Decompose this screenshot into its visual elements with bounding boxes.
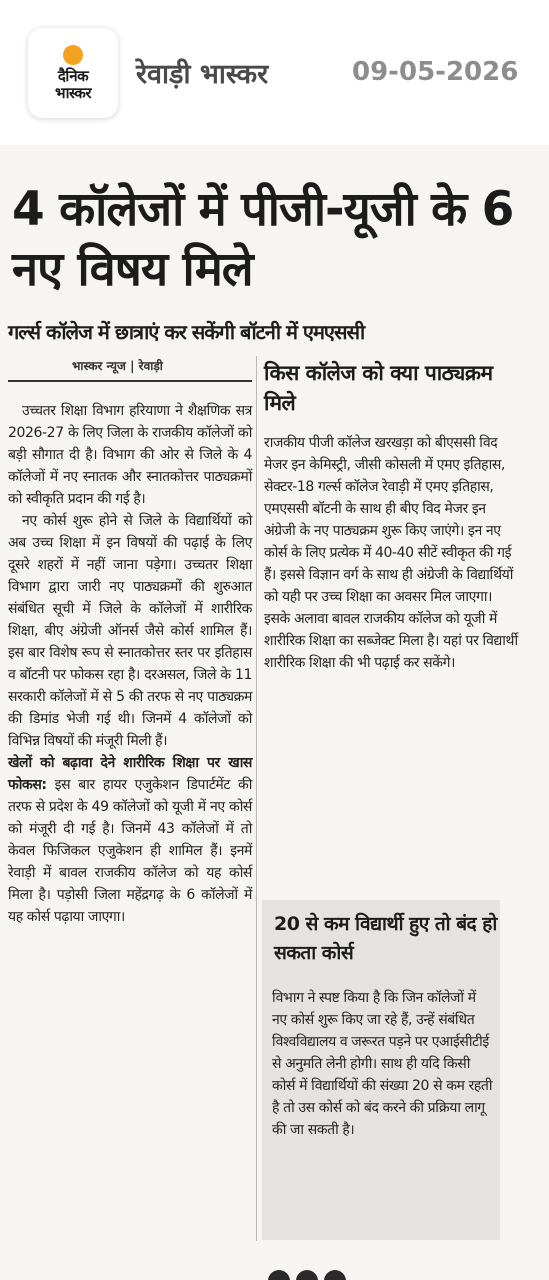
article-byline: भास्कर न्यूज | रेवाड़ी [72, 359, 163, 373]
peek-glyph [268, 1270, 290, 1280]
sidebar-text: राजकीय पीजी कॉलेज खरखड़ा को बीएससी विद मेजर इन केमिस्ट्री, जीसी कोसली में एमए इतिहास, सेक्टर-18 गर्ल्स कॉलेज रेवाड़ी में एमए इतिहास, एमएससी बॉटनी के साथ ही बीए विद मेजर इन अंग्रेजी के नए पाठ्यक्रम शुरू किए जाएंगे। इन नए कोर्स के लिए प्रत्येक में 40-40 सीटें स्वीकृत की गई हैं। इससे विज्ञान वर्ग के साथ ही अंग्रेजी के विद्यार्थियों को यही पर उच्च शिक्षा का अवसर मिल जाएगा। इसके अलावा बावल राजकीय कॉलेज को यूजी में शारीरिक शिक्षा का सब्जेक्ट मिला है। यहां पर विद्यार्थी शारीरिक शिक्षा की भी पढ़ाई कर सकेंगे। [264, 435, 518, 671]
next-article-peek [268, 1262, 388, 1280]
byline-rule [8, 380, 252, 382]
sidebar-heading: किस कॉलेज को क्या पाठ्यक्रम मिले [264, 361, 493, 415]
sun-icon [63, 45, 83, 65]
edition-date: 09-05-2026 [352, 57, 519, 87]
logo-text-line1: दैनिक [57, 66, 89, 85]
focus-text: इस बार हायर एजुकेशन डिपार्टमेंट की तरफ से प्रदेश के 49 कॉलेजों को यूजी में नए कोर्स को मंजूरी दी गई है। जिनमें 43 कॉलेजों में तो केवल फिजिकल एजुकेशन ही शामिल हैं। इनमें रेवाड़ी में बावल राजकीय कॉलेज को यह कोर्स मिला है। पड़ोसी जिला महेंद्रगढ़ के 6 कॉलेजों में यह कोर्स पढ़ाया जाएगा। [8, 777, 252, 925]
article-body [8, 400, 252, 928]
article-paragraph-focus [8, 752, 252, 928]
article-headline: 4 कॉलेजों में पीजी-यूजी के 6 नए विषय मिले [12, 182, 514, 297]
focus-lead: खेलों को बढ़ावा देने शारीरिक शिक्षा पर खास फोकस: [8, 755, 252, 793]
column-divider [256, 356, 257, 1241]
app-header [0, 0, 549, 140]
article-paragraph-2: नए कोर्स शुरू होने से जिले के विद्यार्थियों को अब उच्च शिक्षा में इन विषयों की पढ़ाई के लिए दूसरे शहरों में नहीं जाना पड़ेगा। उच्चतर शिक्षा विभाग द्वारा जारी नए पाठ्यक्रमों की शुरुआत संबंधित सूची में जिले के कॉलेजों में शारीरिक शिक्षा, बीए अंग्रेजी ऑनर्स जैसे कोर्स शामिल हैं। इस बार विशेष रूप से स्नातकोत्तर स्तर पर इतिहास व बॉटनी पर फोकस रहा है। दरअसल, जिले के 11 सरकारी कॉलेजों में से 5 की तरफ से नए पाठ्यक्रम की डिमांड भेजी गई थी। जिनमें 4 कॉलेजों को विभिन्न विषयों की मंजूरी मिली हैं। [8, 513, 252, 749]
edition-title: रेवाड़ी भास्कर [136, 59, 269, 90]
dainik-bhaskar-logo[interactable] [28, 28, 118, 118]
peek-glyph [324, 1270, 346, 1280]
info-box-text: विभाग ने स्पष्ट किया है कि जिन कॉलेजों में नए कोर्स शुरू किए जा रहे हैं, उन्हें संबंधित विश्वविद्यालय व जरूरत पड़ने पर एआईसीटीई से अनुमति लेनी होगी। साथ ही यदि किसी कोर्स में विद्यार्थियों की संख्या 20 से कम रहती है तो उस कोर्स को बंद करने की प्रक्रिया लागू की जा सकती है। [272, 990, 493, 1138]
article-subheadline: गर्ल्स कॉलेज में छात्राएं कर सकेंगी बॉटनी में एमएससी [8, 320, 365, 344]
info-box-heading: 20 से कम विद्यार्थी हुए तो बंद हो सकता कोर्स [274, 913, 497, 964]
peek-glyph [296, 1270, 318, 1280]
article-paragraph-1: उच्चतर शिक्षा विभाग हरियाणा ने शैक्षणिक सत्र 2026-27 के लिए जिला के राजकीय कॉलेजों को बड़ी सौगात दी है। विभाग की ओर से जिले के 4 कॉलेजों में नए स्नातक और स्नातकोत्तर पाठ्यक्रमों को स्वीकृति प्रदान की गई है। [8, 403, 252, 507]
logo-text-line2: भास्कर [55, 83, 91, 102]
